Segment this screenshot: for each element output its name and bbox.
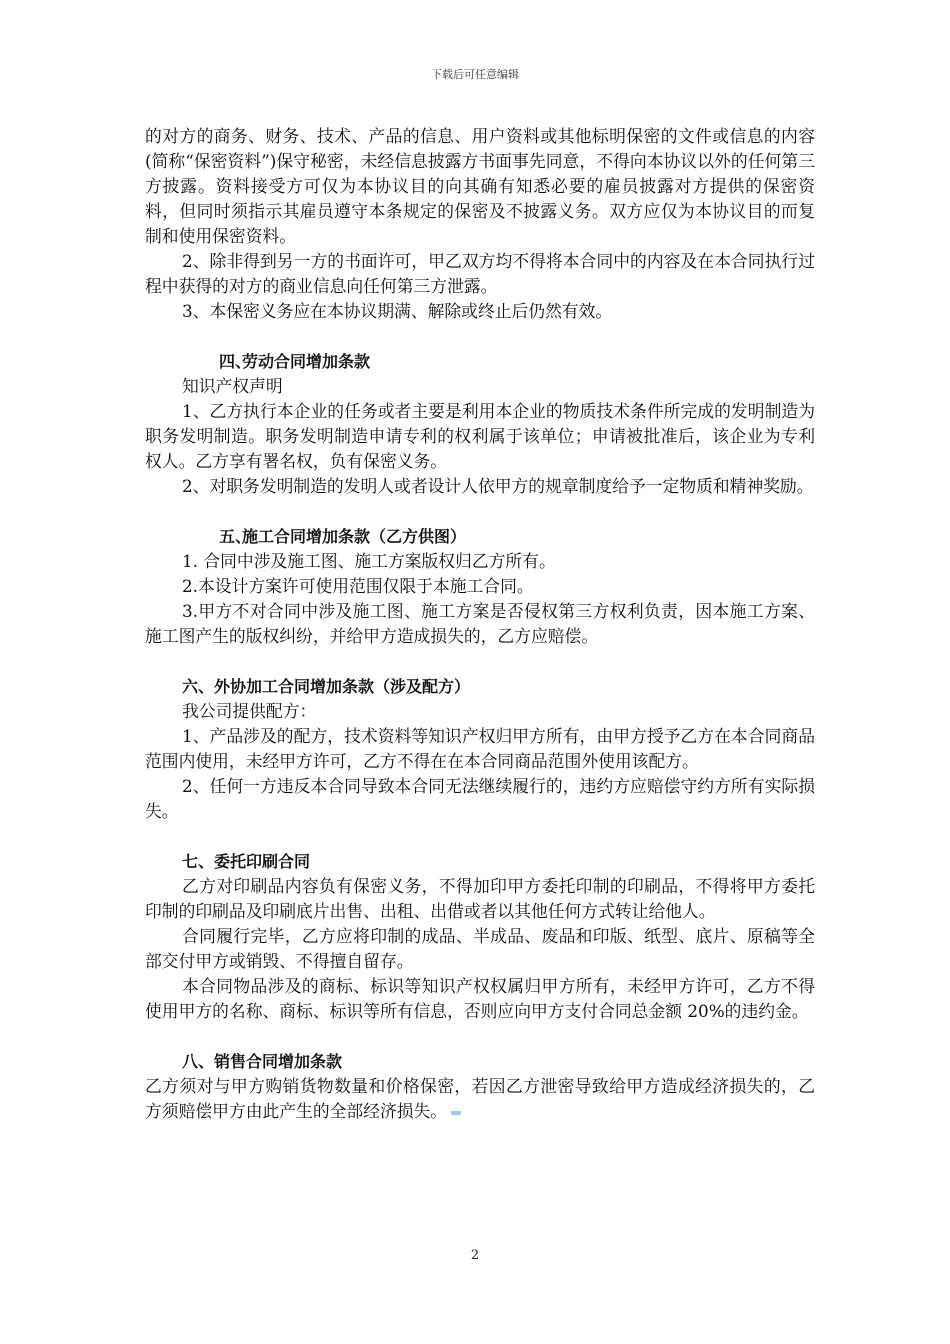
confidentiality-clause-3: 3、本保密义务应在本协议期满、解除或终止后仍然有效。 (182, 301, 613, 321)
section-4-clause-2: 2、对职务发明制造的发明人或者设计人依甲方的规章制度给予一定物质和精神奖励。 (182, 476, 814, 496)
confidentiality-paragraph: 的对方的商务、财务、技术、产品的信息、用户资料或其他标明保密的文件或信息的内容(简称“保密资料”)保守秘密，未经信息披露方书面事先同意，不得向本协议以外的任何第三方披露。资料接受方可仅为本协议目的向其确有知悉必要的雇员披露对方提供的保密资料，但同时须指示其雇员遵守本条规定的保密及不披露义务。双方应仅为本协议目的而复制和使用保密资料。 (145, 126, 815, 246)
section-6-heading: 六、外协加工合同增加条款（涉及配方） (182, 677, 471, 696)
section-7-paragraph-1: 乙方对印刷品内容负有保密义务，不得加印甲方委托印制的印刷品，不得将甲方委托印制的印刷品及印刷底片出售、出租、出借或者以其他任何方式转让给他人。 (145, 876, 815, 921)
document-body (145, 124, 815, 1124)
section-7-heading: 七、委托印刷合同 (182, 852, 311, 871)
section-8-text: 乙方须对与甲方购销货物数量和价格保密，若因乙方泄密导致给甲方造成经济损失的，乙方须赔偿甲方由此产生的全部经济损失。 (145, 1076, 815, 1121)
section-8-paragraph (145, 1074, 815, 1124)
section-6-clause-1: 1、产品涉及的配方，技术资料等知识产权归甲方所有，由甲方授予乙方在本合同商品范围内使用，未经甲方许可，乙方不得在在本合同商品范围外使用该配方。 (145, 726, 815, 771)
section-5-number: 五、 (219, 527, 252, 546)
section-4-title: 劳动合同增加条款 (242, 352, 371, 371)
section-5-clause-1: 1. 合同中涉及施工图、施工方案版权归乙方所有。 (182, 551, 556, 571)
section-4-subtitle: 知识产权声明 (182, 376, 283, 396)
page-number: 2 (470, 1248, 480, 1263)
section-4-number: 四、 (219, 352, 252, 371)
section-5-title: 施工合同增加条款（乙方供图） (242, 527, 467, 546)
section-6-clause-2: 2、任何一方违反本合同导致本合同无法继续履行的，违约方应赔偿守约方所有实际损失。 (145, 776, 815, 821)
confidentiality-clause-2: 2、除非得到另一方的书面许可，甲乙双方均不得将本合同中的内容及在本合同执行过程中获得的对方的商业信息向任何第三方泄露。 (145, 251, 815, 296)
text-cursor-marker (451, 1111, 461, 1115)
section-5-clause-2: 2.本设计方案许可使用范围仅限于本施工合同。 (182, 576, 534, 596)
section-8-heading: 八、销售合同增加条款 (182, 1052, 343, 1071)
section-7-paragraph-2: 合同履行完毕，乙方应将印制的成品、半成品、废品和印版、纸型、底片、原稿等全部交付甲方或销毁、不得擅自留存。 (145, 926, 815, 971)
section-5-heading (145, 524, 815, 549)
section-4-heading (145, 349, 815, 374)
section-5-clause-3: 3.甲方不对合同中涉及施工图、施工方案是否侵权第三方权利负责，因本施工方案、施工图产生的版权纠纷，并给甲方造成损失的，乙方应赔偿。 (145, 601, 815, 646)
page-header: 下载后可任意编辑 (431, 68, 519, 81)
section-6-subtitle: 我公司提供配方： (182, 701, 317, 721)
section-7-paragraph-3: 本合同物品涉及的商标、标识等知识产权权属归甲方所有，未经甲方许可，乙方不得使用甲方的名称、商标、标识等所有信息，否则应向甲方支付合同总金额 20%的违约金。 (145, 976, 815, 1021)
section-4-clause-1: 1、乙方执行本企业的任务或者主要是利用本企业的物质技术条件所完成的发明制造为职务发明制造。职务发明制造申请专利的权利属于该单位；申请被批准后，该企业为专利权人。乙方享有署名权，负有保密义务。 (145, 401, 815, 471)
